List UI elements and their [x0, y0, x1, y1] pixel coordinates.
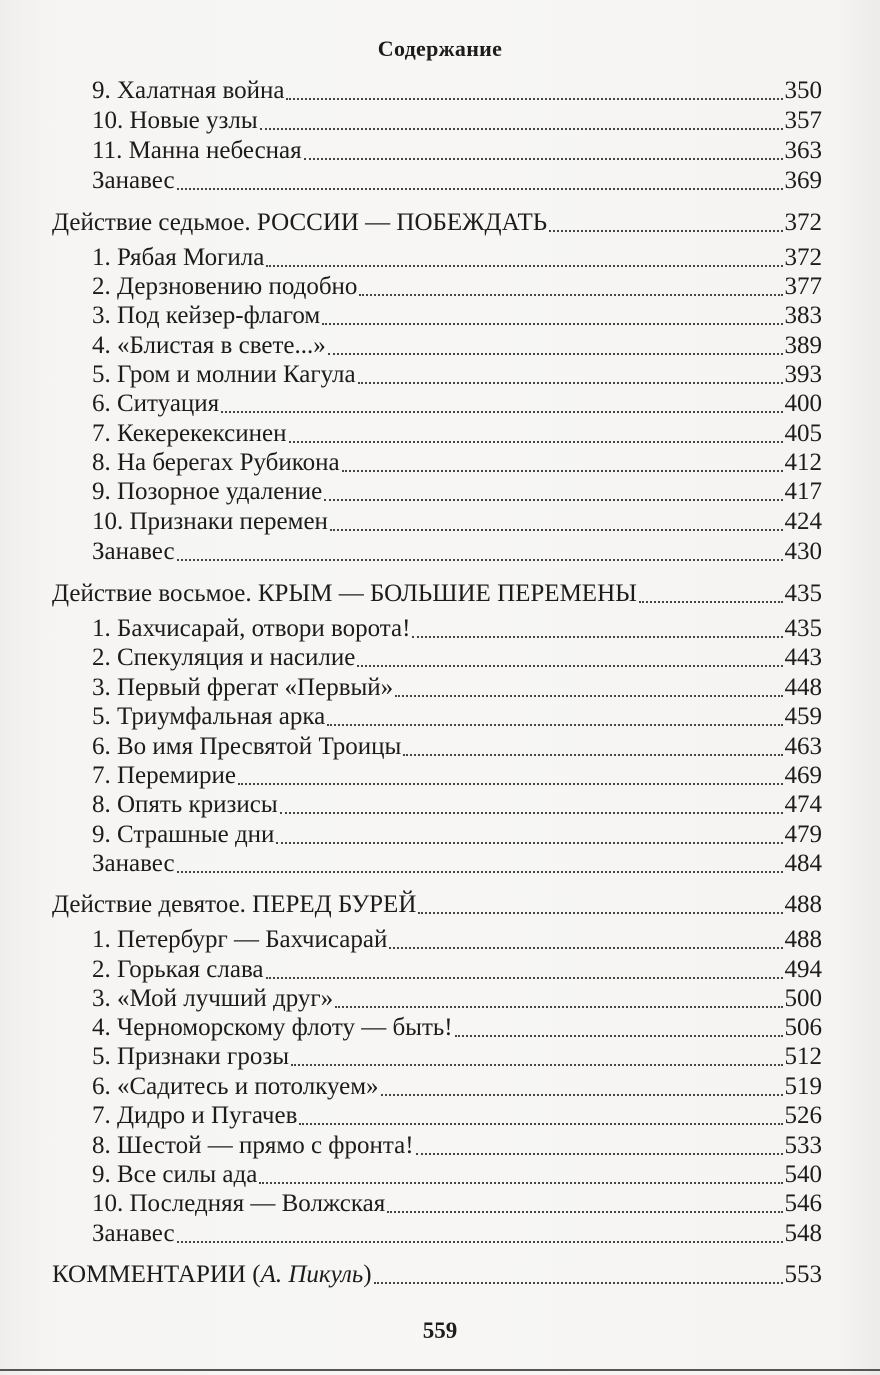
toc-entry-title [92, 984, 333, 1014]
toc-entry-title [92, 419, 287, 449]
toc-chapter-row [92, 820, 822, 850]
toc-entry-title-text: 10. Новые узлы [92, 107, 258, 134]
toc-entry-title [92, 301, 320, 331]
dot-leader [418, 912, 782, 914]
dot-leader [324, 499, 782, 501]
toc-section-row [52, 1260, 822, 1290]
toc-entry-title-text: 5. Гром и молнии Кагула [92, 361, 356, 388]
toc-chapter-row [92, 761, 822, 791]
dot-leader [357, 665, 782, 667]
toc-entry-title [92, 360, 356, 390]
dot-leader [335, 1006, 782, 1008]
toc-section-row [52, 579, 822, 609]
toc-entry-title-text: Занавес [92, 538, 175, 565]
dot-leader [177, 871, 783, 873]
toc-chapter-row [92, 1219, 822, 1249]
toc-entry-title [92, 761, 236, 791]
toc-entry-page: 526 [784, 1102, 822, 1129]
toc-entry-page: 506 [784, 1014, 822, 1041]
toc-entry-page: 417 [784, 478, 822, 505]
toc-entry-page: 363 [784, 137, 822, 164]
toc-entry-page: 519 [784, 1073, 822, 1100]
page-number: 559 [422, 1318, 458, 1343]
toc-entry-title-text: 9. Страшные дни [92, 821, 275, 848]
toc-entry-title [92, 673, 393, 703]
toc-chapter-row [92, 166, 822, 196]
toc-entry-page: 350 [784, 77, 822, 104]
toc-chapter-row [92, 790, 822, 820]
page-title: Содержание [377, 36, 503, 61]
dot-leader [322, 323, 782, 325]
toc-entry-title [92, 1013, 453, 1043]
toc-entry-page: 393 [784, 361, 822, 388]
toc-section-row [52, 890, 822, 920]
toc-chapter-row [92, 507, 822, 537]
toc-entry-page: 435 [784, 580, 822, 607]
toc-entry-title [92, 166, 175, 196]
toc-entry-page: 553 [784, 1261, 822, 1288]
toc-entry-page: 372 [784, 244, 822, 271]
toc-entry-page: 484 [784, 850, 822, 877]
toc-entry-title-text: Занавес [92, 167, 175, 194]
toc-chapter-row [92, 106, 822, 136]
toc-entry-page: 430 [784, 538, 822, 565]
toc-entry-page: 500 [784, 985, 822, 1012]
toc-chapter-row [92, 272, 822, 302]
toc-entry-title [92, 1219, 175, 1249]
toc-entry-page: 377 [784, 273, 822, 300]
toc-entry-title-text: Занавес [92, 850, 175, 877]
toc-entry-title [92, 702, 325, 732]
toc-entry-title-text: 3. «Мой лучший друг» [92, 985, 334, 1012]
toc-chapter-row [92, 419, 822, 449]
toc-entry-author: А. Пикуль [260, 1261, 364, 1288]
toc-entry-title [92, 76, 284, 106]
toc-entry-title-text: 1. Рябая Могила [92, 244, 265, 271]
toc-entry-page: 548 [784, 1220, 822, 1247]
toc-entry-page: 479 [784, 821, 822, 848]
toc-entry-page: 435 [784, 615, 822, 642]
toc-entry-page: 463 [784, 733, 822, 760]
dot-leader [280, 812, 783, 814]
dot-leader [177, 1241, 783, 1243]
toc-entry-title-text: 1. Бахчисарай, отвори ворота! [92, 615, 411, 642]
toc-entry-title [52, 208, 547, 238]
toc-entry-title-text: 8. На берегах Рубикона [92, 449, 340, 476]
toc-section-row [52, 208, 822, 238]
toc-entry-title-text: 6. Ситуация [92, 390, 220, 417]
toc-entry-title [92, 477, 322, 507]
toc-chapter-row [92, 1160, 822, 1190]
toc-entry-title-text: Занавес [92, 1220, 175, 1247]
toc-entry-page: 469 [784, 762, 822, 789]
dot-leader [455, 1035, 783, 1037]
dot-leader [387, 1211, 782, 1213]
toc-entry-title-text: 9. Все силы ада [92, 1161, 258, 1188]
toc-entry-title-tail: ) [363, 1261, 372, 1288]
dot-leader [304, 158, 783, 160]
toc-chapter-row [92, 1189, 822, 1219]
dot-leader [291, 1064, 783, 1066]
toc-entry-page: 459 [784, 703, 822, 730]
toc-entry-title [92, 106, 258, 136]
toc-entry-title [92, 537, 175, 567]
toc-entry-title-text: 10. Признаки перемен [92, 508, 328, 535]
toc-entry-title [92, 389, 219, 419]
toc-entry-title [92, 1042, 289, 1072]
toc-entry-title-text: 9. Позорное удаление [92, 478, 323, 505]
toc-chapter-row [92, 1131, 822, 1161]
toc-entry-title-text: 5. Триумфальная арка [92, 703, 326, 730]
toc-entry-title [92, 331, 326, 361]
toc-entry-title-text: 8. Шестой — прямо с фронта! [92, 1132, 414, 1159]
toc-chapter-row [92, 537, 822, 567]
toc-entry-title-text: 3. Первый фрегат «Первый» [92, 674, 394, 701]
toc-chapter-row [92, 732, 822, 762]
dot-leader [266, 265, 782, 267]
dot-leader [342, 470, 783, 472]
toc-chapter-row [92, 448, 822, 478]
toc-entry-title-text: 2. Спекуляция и насилие [92, 644, 356, 671]
dot-leader [259, 1182, 782, 1184]
toc-entry-title-text: 6. «Садитесь и потолкуем» [92, 1073, 379, 1100]
toc-chapter-row [92, 477, 822, 507]
toc-entry-title-text: 2. Горькая слава [92, 956, 264, 983]
toc-chapter-row [92, 673, 822, 703]
toc-entry-title [92, 243, 264, 273]
toc-chapter-row [92, 955, 822, 985]
dot-leader [299, 1123, 782, 1125]
dot-leader [330, 529, 783, 531]
toc-entry-title-text: Действие девятое. ПЕРЕД БУРЕЙ [52, 891, 417, 918]
dot-leader [359, 294, 782, 296]
toc-entry-page: 488 [784, 891, 822, 918]
toc-chapter-row [92, 1072, 822, 1102]
toc-entry-page: 448 [784, 674, 822, 701]
toc-entry-title [92, 1131, 414, 1161]
toc-entry-page: 383 [784, 302, 822, 329]
toc-entry-title [92, 136, 302, 166]
toc-entry-title [92, 955, 264, 985]
toc-entry-title-text: 7. Кекерекексинен [92, 420, 287, 447]
toc-entry-title-text: 7. Перемирие [92, 762, 236, 789]
toc-entry-page: 372 [784, 209, 822, 236]
toc-entry-page: 512 [784, 1043, 822, 1070]
toc-entry-page: 357 [784, 107, 822, 134]
toc-chapter-row [92, 389, 822, 419]
toc-chapter-row [92, 243, 822, 273]
toc-chapter-row [92, 301, 822, 331]
dot-leader [416, 1153, 783, 1155]
toc-entry-title [92, 507, 328, 537]
toc-entry-title-text: 6. Во имя Пресвятой Троицы [92, 733, 402, 760]
dot-leader [177, 188, 783, 190]
toc-entry-title [92, 614, 410, 644]
toc-entry-title [92, 1072, 379, 1102]
toc-entry-title-text: 10. Последняя — Волжская [92, 1190, 386, 1217]
toc-chapter-row [92, 76, 822, 106]
dot-leader [639, 601, 783, 603]
toc-entry-title [52, 579, 637, 609]
toc-chapter-row [92, 1013, 822, 1043]
toc-entry-title-text: 1. Петербург — Бахчисарай [92, 926, 388, 953]
toc-entry-page: 424 [784, 508, 822, 535]
dot-leader [289, 441, 783, 443]
dot-leader [276, 842, 782, 844]
toc-entry-title [92, 272, 357, 302]
toc-entry-page: 405 [784, 420, 822, 447]
toc-entry-title-text: КОММЕНТАРИИ ( [52, 1261, 261, 1288]
toc-entry-page: 412 [784, 449, 822, 476]
dot-leader [177, 559, 783, 561]
toc-entry-title [92, 790, 278, 820]
dot-leader [358, 382, 783, 384]
toc-entry-title-text: Действие седьмое. РОССИИ — ПОБЕЖДАТЬ [52, 209, 548, 236]
dot-leader [286, 98, 782, 100]
toc-entry-title-text: 8. Опять кризисы [92, 791, 278, 818]
toc-chapter-row [92, 331, 822, 361]
toc-chapter-row [92, 984, 822, 1014]
toc-entry-title-text: Действие восьмое. КРЫМ — БОЛЬШИЕ ПЕРЕМЕНЫ [52, 580, 637, 607]
dot-leader [389, 947, 782, 949]
toc-entry-title [92, 732, 401, 762]
toc-entry-title [92, 1189, 385, 1219]
dot-leader [221, 411, 782, 413]
toc-entry-page: 533 [784, 1132, 822, 1159]
toc-entry-title [52, 890, 416, 920]
toc-entry-page: 474 [784, 791, 822, 818]
dot-leader [374, 1282, 783, 1284]
toc-chapter-row [92, 849, 822, 879]
dot-leader [266, 977, 783, 979]
toc-chapter-row [92, 643, 822, 673]
toc-entry-title [92, 1101, 297, 1131]
toc-entry-page: 546 [784, 1190, 822, 1217]
toc-entry-title [52, 1260, 372, 1290]
toc-entry-page: 369 [784, 167, 822, 194]
toc-entry-title-text: 9. Халатная война [92, 77, 285, 104]
toc-entry-title [92, 643, 355, 673]
toc-entry-page: 540 [784, 1161, 822, 1188]
toc-entry-title [92, 448, 340, 478]
toc-entry-page: 488 [784, 926, 822, 953]
toc-chapter-row [92, 1042, 822, 1072]
toc-entry-title [92, 849, 175, 879]
toc-entry-title-text: 4. Черноморскому флоту — быть! [92, 1014, 453, 1041]
toc-entry-title-text: 3. Под кейзер-флагом [92, 302, 321, 329]
toc-entry-page: 400 [784, 390, 822, 417]
toc-entry-page: 389 [784, 332, 822, 359]
toc-entry-title [92, 1160, 257, 1190]
toc-entry-title-text: 5. Признаки грозы [92, 1043, 289, 1070]
toc-chapter-row [92, 702, 822, 732]
toc-entry-title [92, 925, 387, 955]
dot-leader [412, 636, 782, 638]
toc-chapter-row [92, 925, 822, 955]
dot-leader [327, 724, 782, 726]
toc-chapter-row [92, 136, 822, 166]
dot-leader [328, 353, 783, 355]
toc-chapter-row [92, 614, 822, 644]
toc-entry-title-text: 2. Дерзновению подобно [92, 273, 358, 300]
dot-leader [549, 230, 782, 232]
dot-leader [238, 783, 783, 785]
dot-leader [403, 754, 782, 756]
dot-leader [395, 695, 782, 697]
toc-entry-title-text: 11. Манна небесная [92, 137, 302, 164]
toc-chapter-row [92, 360, 822, 390]
toc-entry-page: 494 [784, 956, 822, 983]
page-edge-divider [0, 1369, 880, 1371]
dot-leader [260, 128, 783, 130]
dot-leader [381, 1094, 783, 1096]
toc-entry-title-text: 4. «Блистая в свете...» [92, 332, 326, 359]
toc-entry-title-text: 7. Дидро и Пугачев [92, 1102, 298, 1129]
toc-chapter-row [92, 1101, 822, 1131]
toc-entry-page: 443 [784, 644, 822, 671]
toc-entry-title [92, 820, 274, 850]
